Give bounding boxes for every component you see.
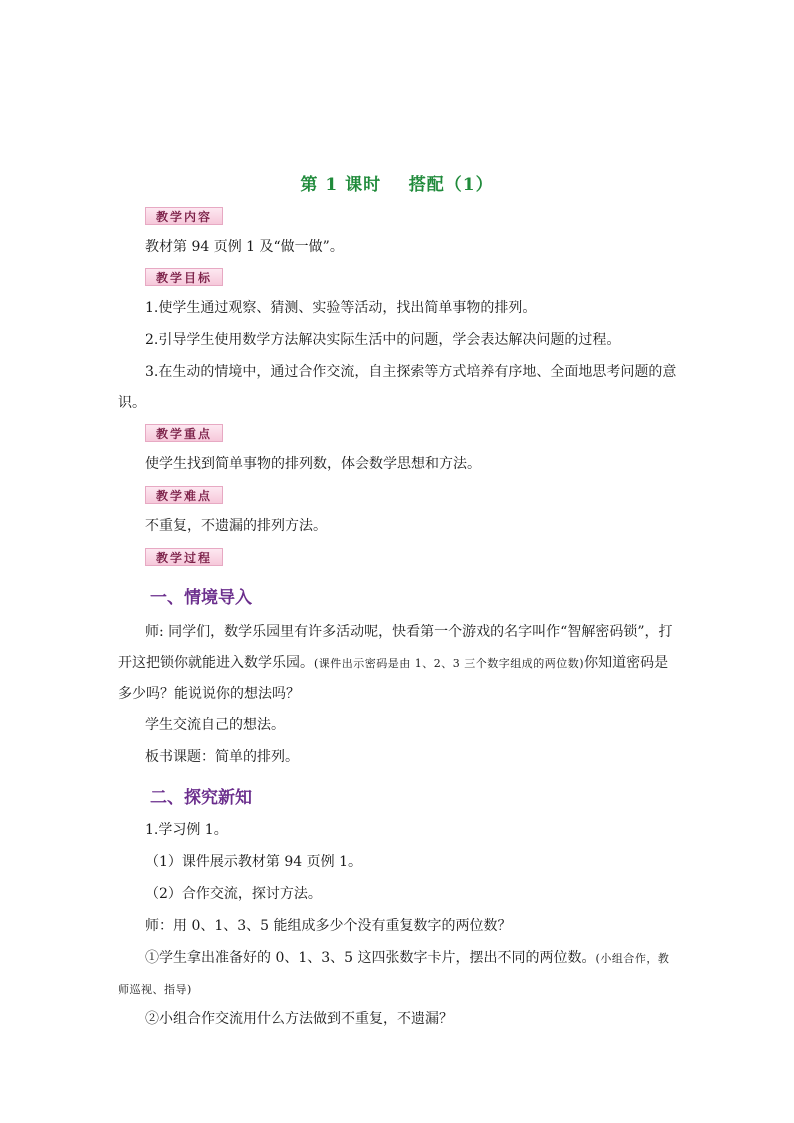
goal-3: 3.在生动的情境中，通过合作交流，自主探索等方式培养有序地、全面地思考问题的意识。 <box>118 364 677 411</box>
activity-text: ①学生拿出准备好的 0、1、3、5 这四张数字卡片，摆出不同的两位数。 <box>145 950 596 966</box>
section-1-paragraph-1 <box>118 617 678 710</box>
dialogue-text: 师: 同学们，数学乐园里有许多活动呢，快看第一个游戏的名字叫作“智解密码锁”，打开这把锁你就能进入数学乐园。 <box>118 624 673 671</box>
difficult-text: 不重复，不遗漏的排列方法。 <box>145 518 327 534</box>
section-1-paragraph-2: 学生交流自己的想法。 <box>145 717 285 733</box>
tag-key-points: 教学重点 <box>145 424 223 442</box>
section-2-step-6: ②小组合作交流用什么方法做到不重复，不遗漏？ <box>145 1011 453 1027</box>
section-2-step-3: （2）合作交流，探讨方法。 <box>145 886 322 902</box>
section-2-step-5 <box>118 943 678 1005</box>
section-1-heading: 一、情境导入 <box>150 588 252 608</box>
tag-difficult-points: 教学难点 <box>145 486 223 504</box>
goal-2: 2.引导学生使用数学方法解决实际生活中的问题，学会表达解决问题的过程。 <box>145 332 621 348</box>
section-1-paragraph-3: 板书课题：简单的排列。 <box>145 749 299 765</box>
section-2-heading: 二、探究新知 <box>150 788 252 808</box>
key-text: 使学生找到简单事物的排列数，体会数学思想和方法。 <box>145 456 481 472</box>
tag-teaching-content: 教学内容 <box>145 207 223 225</box>
question-text: 你知道密码是多少吗？能说说你的想法吗？ <box>118 655 669 702</box>
section-2-step-1: 1.学习例 1。 <box>145 822 228 838</box>
tag-teaching-process: 教学过程 <box>145 548 223 566</box>
activity-note: (小组合作，教师巡视、指导) <box>118 952 670 996</box>
section-2-step-2: （1）课件展示教材第 94 页例 1。 <box>145 854 362 870</box>
courseware-note: (课件出示密码是由 1、2、3 三个数字组成的两位数) <box>314 657 585 670</box>
lesson-title: 第 1 课时 搭配（1） <box>300 175 494 195</box>
content-text: 教材第 94 页例 1 及“做一做”。 <box>145 239 344 255</box>
goal-1: 1.使学生通过观察、猜测、实验等活动，找出简单事物的排列。 <box>145 300 537 316</box>
section-2-step-4: 师：用 0、1、3、5 能组成多少个没有重复数字的两位数？ <box>145 918 512 934</box>
tag-teaching-goals: 教学目标 <box>145 268 223 286</box>
